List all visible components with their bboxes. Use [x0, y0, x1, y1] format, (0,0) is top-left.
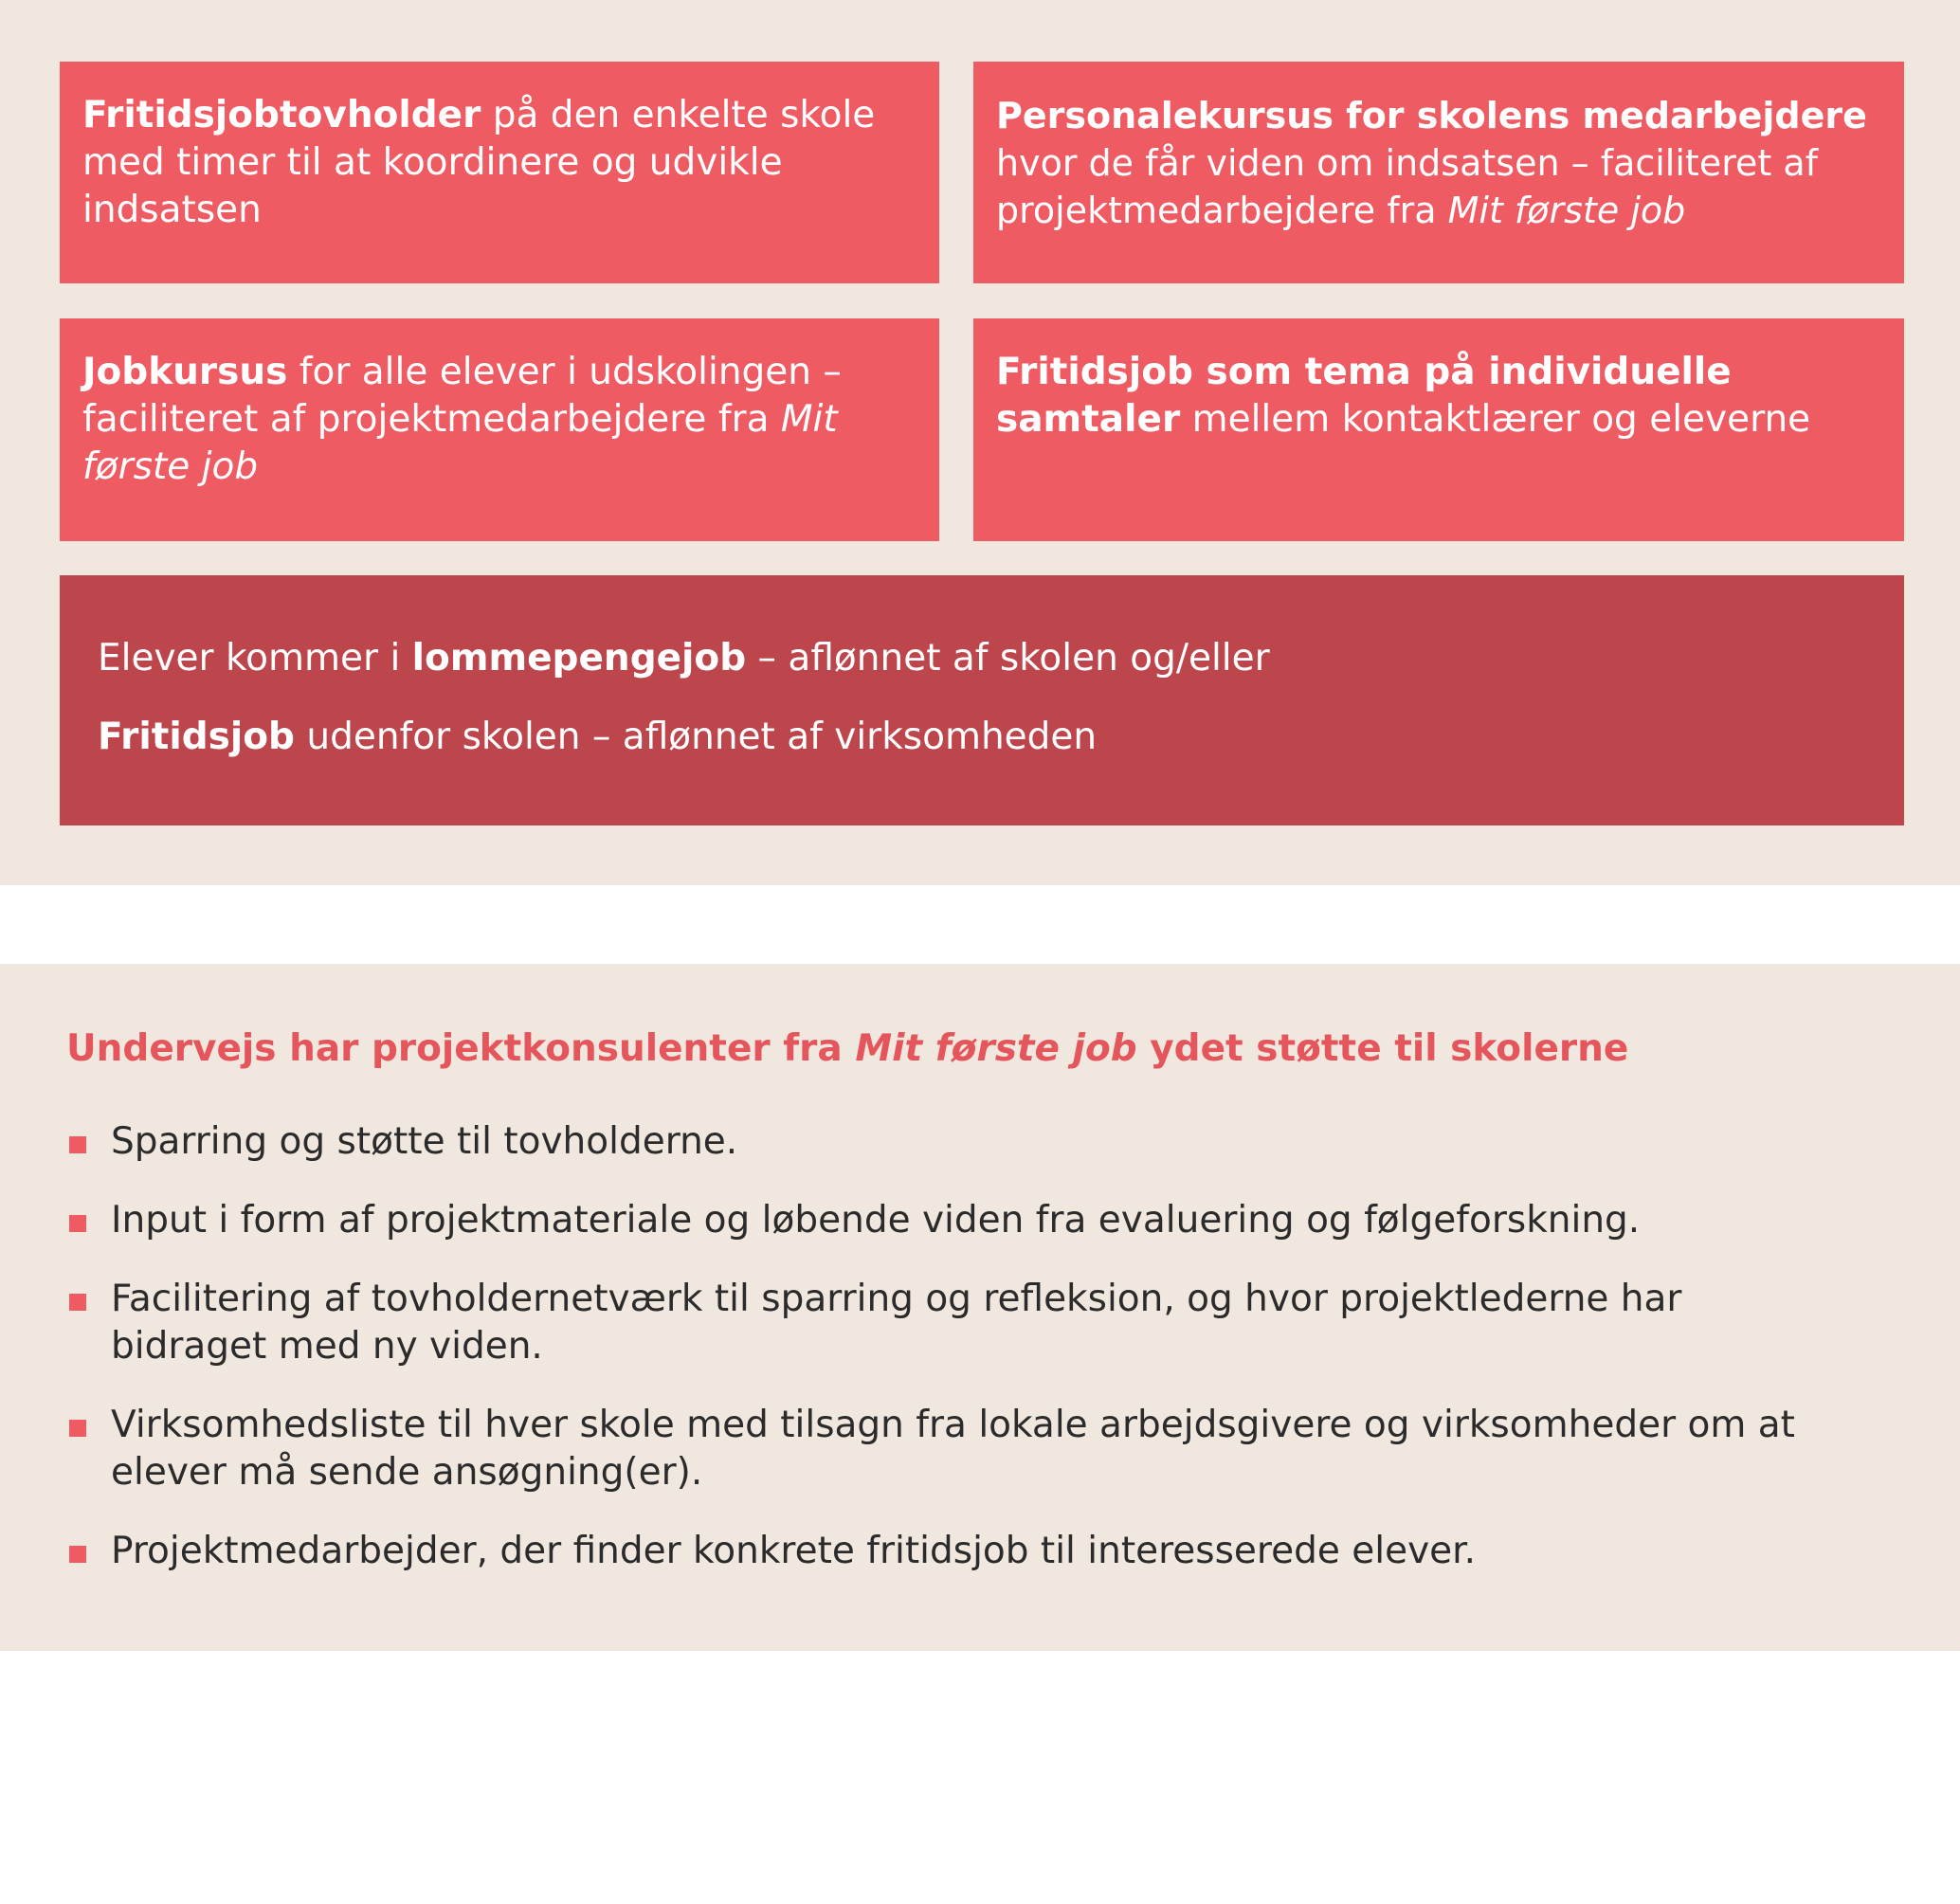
initiative-box-staff-course — [973, 62, 1904, 283]
initiatives-panel — [0, 0, 1960, 885]
initiative-box-text: på den enkelte skole med timer til at koordinere og udvikle indsatsen — [82, 94, 876, 231]
initiative-box-conversations — [973, 318, 1904, 541]
support-title-text: ydet støtte til skolerne — [1136, 1027, 1629, 1070]
list-item-text: Facilitering af tovholdernetværk til sparring og refleksion, og hvor projektlederne har bidraget med ny viden. — [111, 1278, 1682, 1368]
outcome-bold: lommepengejob — [411, 637, 747, 680]
list-item-text: Virksomhedsliste til hver skole med tilsagn fra lokale arbejdsgivere og virksomheder om at elever må sende ansøgning(er). — [111, 1404, 1795, 1494]
support-title-text: Undervejs har projektkonsulenter fra — [66, 1027, 856, 1070]
square-bullet-icon — [69, 1420, 86, 1437]
outcome-text: udenfor skolen – aflønnet af virksomheden — [294, 716, 1098, 758]
initiative-box-heading: Personalekursus for skolens medarbejdere — [996, 95, 1867, 136]
square-bullet-icon — [69, 1136, 86, 1153]
initiative-box-heading: Jobkursus — [82, 351, 288, 393]
list-item — [66, 1197, 1810, 1244]
outcome-line-leisure-job — [98, 714, 1866, 761]
support-title — [66, 1025, 1628, 1073]
initiative-box-text: for alle elever i udskolingen – faciliteret af projektmedarbejdere fra — [82, 351, 842, 441]
list-item — [66, 1276, 1810, 1370]
initiative-box-italic: Mit første job — [82, 398, 838, 488]
outcome-text: – aflønnet af skolen og/eller — [746, 637, 1270, 680]
support-title-italic: Mit første job — [855, 1027, 1137, 1070]
square-bullet-icon — [69, 1294, 86, 1311]
initiative-box-job-course — [60, 318, 939, 541]
support-list — [66, 1118, 1810, 1606]
initiative-box-italic: Mit første job — [1447, 190, 1686, 231]
list-item-text: Sparring og støtte til tovholderne. — [111, 1120, 738, 1163]
list-item-text: Input i form af projektmateriale og løbende viden fra evaluering og følgeforskning. — [111, 1199, 1641, 1242]
outcome-box — [60, 575, 1904, 825]
square-bullet-icon — [69, 1546, 86, 1563]
list-item-text: Projektmedarbejder, der finder konkrete fritidsjob til interesserede elever. — [111, 1530, 1476, 1572]
list-item — [66, 1118, 1810, 1166]
outcome-bold: Fritidsjob — [98, 716, 295, 758]
initiative-box-coordinator — [60, 62, 939, 283]
outcome-line-pocket-money — [98, 635, 1866, 682]
outcome-text: Elever kommer i — [98, 637, 412, 680]
initiative-box-heading: Fritidsjobtovholder — [82, 94, 481, 136]
initiative-box-text: mellem kontaktlærer og eleverne — [1180, 398, 1811, 441]
square-bullet-icon — [69, 1215, 86, 1232]
initiative-box-heading: Fritidsjob som tema på individuelle samtaler — [996, 351, 1732, 441]
initiative-box-text: hvor de får viden om indsatsen – faciliteret af projektmedarbejdere fra — [996, 142, 1819, 231]
list-item — [66, 1528, 1810, 1575]
list-item — [66, 1402, 1810, 1496]
